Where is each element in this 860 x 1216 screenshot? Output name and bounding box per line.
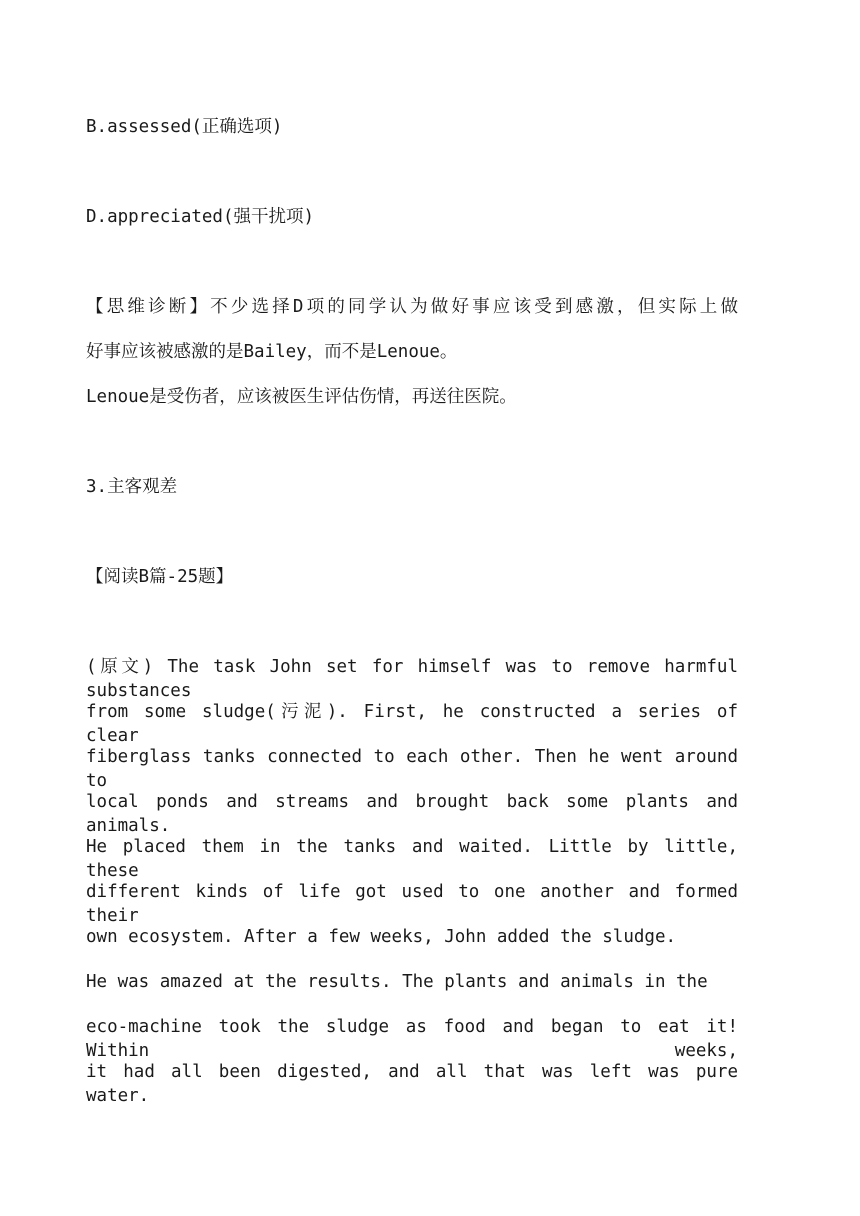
passage-line: local ponds and streams and brought back some plants and animals.	[86, 792, 738, 836]
diagnosis-line-1: 【思维诊断】不少选择D项的同学认为做好事应该受到感激，但实际上做	[86, 297, 738, 317]
option-b: B.assessed(正确选项)	[86, 117, 283, 137]
section-heading: 3.主客观差	[86, 477, 178, 497]
passage-line: different kinds of life got used to one another and formed their	[86, 882, 738, 926]
passage-line: (原文) The task John set for himself was to remove harmful substances	[86, 657, 738, 701]
passage-line: He placed them in the tanks and waited. Little by little, these	[86, 837, 738, 881]
passage-line: fiberglass tanks connected to each other. Then he went around to	[86, 747, 738, 791]
passage-line: He was amazed at the results. The plants and animals in the	[86, 972, 708, 992]
passage-line: own ecosystem. After a few weeks, John added the sludge.	[86, 927, 677, 947]
passage-line: it had all been digested, and all that was left was pure water.	[86, 1062, 738, 1106]
passage-line: from some sludge(污泥). First, he constructed a series of clear	[86, 702, 738, 746]
diagnosis-line-3: Lenoue是受伤者，应该被医生评估伤情，再送往医院。	[86, 387, 517, 407]
diagnosis-line-2: 好事应该被感激的是Bailey，而不是Lenoue。	[86, 342, 458, 362]
source-label: 【阅读B篇-25题】	[86, 567, 234, 587]
option-d: D.appreciated(强干扰项)	[86, 207, 315, 227]
passage-line: eco-machine took the sludge as food and began to eat it! Within weeks,	[86, 1017, 738, 1061]
